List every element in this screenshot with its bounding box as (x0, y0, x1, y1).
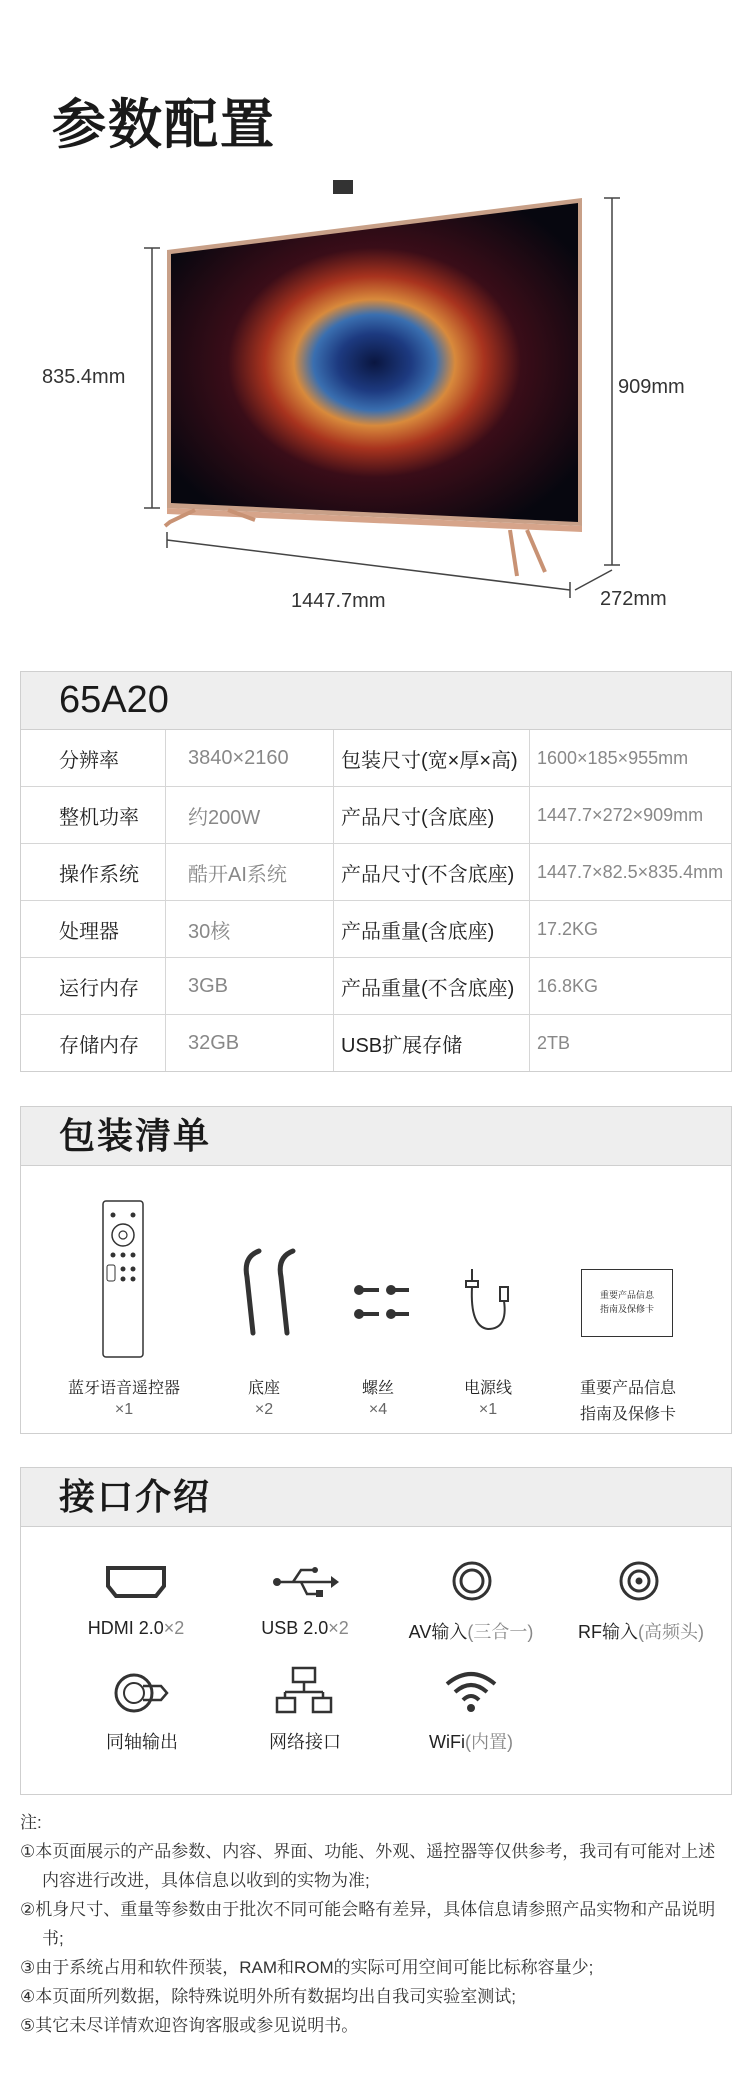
spec-key: USB扩展存储 (334, 1015, 530, 1071)
card-text: 重要产品信息 (599, 1290, 654, 1300)
list-item (59, 1375, 189, 1419)
rf-input-icon (618, 1560, 660, 1602)
list-item (338, 1375, 418, 1419)
port-item-network (235, 1728, 375, 1754)
port-label: 网络接口 (269, 1732, 341, 1752)
port-label: WiFi (429, 1732, 465, 1752)
ports-title: 接口介绍 (21, 1468, 731, 1527)
table-row (21, 901, 731, 958)
spec-value: 17.2KG (537, 918, 599, 939)
packing-list-title: 包装清单 (21, 1107, 731, 1166)
card-text: 指南及保修卡 (599, 1304, 654, 1314)
spec-key: 操作系统 (21, 844, 166, 900)
item-name: 指南及保修卡 (579, 1406, 676, 1423)
height-with-stand-label: 909mm (618, 376, 685, 398)
spec-key: 产品尺寸(不含底座) (334, 844, 530, 900)
port-qty: ×2 (328, 1618, 349, 1638)
width-label: 1447.7mm (291, 590, 386, 612)
table-row (21, 730, 731, 787)
item-name: 电源线 (463, 1380, 512, 1397)
item-name: 重要产品信息 (579, 1380, 676, 1397)
warranty-card-icon (581, 1269, 673, 1337)
table-row (21, 1015, 731, 1071)
screw-icon (351, 1282, 411, 1324)
tv-illustration (0, 180, 750, 620)
port-label: AV输入 (408, 1622, 468, 1642)
spec-key: 运行内存 (21, 958, 166, 1014)
tv-dimension-figure (0, 180, 750, 620)
spec-value: 约200W (166, 787, 334, 843)
item-qty: ×1 (478, 1401, 498, 1418)
spec-key: 包装尺寸(宽×厚×高) (334, 730, 530, 786)
spec-key: 处理器 (21, 901, 166, 957)
port-item-hdmi (66, 1618, 206, 1639)
note-item: ④本页面所列数据，除特殊说明外所有数据均出自我司实验室测试; (20, 1987, 516, 2006)
list-item (569, 1375, 687, 1424)
remote-icon (101, 1199, 145, 1359)
item-qty: ×1 (114, 1401, 134, 1418)
spec-key: 分辨率 (21, 730, 166, 786)
power-cable-icon (464, 1267, 520, 1337)
item-qty: ×4 (368, 1401, 388, 1418)
note-item: ③由于系统占用和软件预装，RAM和ROM的实际可用空间可能比标称容量少; (20, 1958, 594, 1977)
list-item (448, 1375, 528, 1419)
spec-value: 32GB (166, 1015, 334, 1071)
port-item-coaxial (72, 1728, 212, 1754)
page-title: 参数配置 (52, 95, 276, 155)
spec-key: 产品重量(不含底座) (334, 958, 530, 1014)
port-item-rf (566, 1618, 716, 1644)
spec-key: 整机功率 (21, 787, 166, 843)
tv-screen (171, 203, 578, 522)
port-item-av (401, 1618, 541, 1644)
stand-icon (239, 1247, 309, 1339)
spec-value: 30核 (166, 901, 334, 957)
spec-value: 16.8KG (537, 975, 599, 996)
spec-value: 1447.7×82.5×835.4mm (537, 861, 724, 882)
notes-section (20, 1808, 732, 2040)
wifi-icon (443, 1668, 499, 1714)
port-label: 同轴输出 (106, 1732, 178, 1752)
port-item-usb (235, 1618, 375, 1639)
port-qty: (内置) (464, 1732, 513, 1752)
model-name: 65A20 (21, 672, 731, 730)
port-qty: (高频头) (638, 1622, 704, 1642)
spec-key: 产品尺寸(含底座) (334, 787, 530, 843)
table-row (21, 787, 731, 844)
item-qty: ×2 (254, 1401, 274, 1418)
port-label: USB 2.0 (261, 1618, 329, 1638)
camera (333, 180, 353, 194)
spec-value: 酷开AI系统 (166, 844, 334, 900)
note-item: ⑤其它未尽详情欢迎咨询客服或参见说明书。 (20, 2016, 359, 2035)
network-port-icon (275, 1666, 333, 1716)
coaxial-output-icon (113, 1672, 171, 1714)
table-row (21, 958, 731, 1015)
packing-list (20, 1106, 732, 1434)
item-name: 底座 (247, 1380, 280, 1397)
note-item: ②机身尺寸、重量等参数由于批次不同可能会略有差异，具体信息请参照产品实物和产品说明书; (20, 1900, 716, 1948)
port-item-wifi (401, 1728, 541, 1754)
ports-section (20, 1467, 732, 1795)
av-input-icon (451, 1560, 493, 1602)
depth-label: 272mm (600, 588, 667, 610)
spec-value: 1600×185×955mm (537, 747, 689, 768)
item-name: 螺丝 (361, 1380, 394, 1397)
height-without-stand-label: 835.4mm (42, 366, 126, 388)
port-label: RF输入 (578, 1622, 638, 1642)
port-label: HDMI 2.0 (87, 1618, 164, 1638)
item-name: 蓝牙语音遥控器 (67, 1380, 180, 1397)
spec-value: 2TB (537, 1032, 571, 1053)
table-row (21, 844, 731, 901)
note-item: ①本页面展示的产品参数、内容、界面、功能、外观、遥控器等仅供参考，我司有可能对上述内容进行改进，具体信息以收到的实物为准; (20, 1842, 716, 1890)
spec-value: 3840×2160 (166, 730, 334, 786)
usb-icon (271, 1564, 339, 1600)
stand-right (510, 530, 517, 576)
spec-value: 3GB (166, 958, 334, 1014)
notes-label: 注: (20, 1813, 42, 1832)
spec-key: 存储内存 (21, 1015, 166, 1071)
port-qty: ×2 (163, 1618, 185, 1638)
spec-key: 产品重量(含底座) (334, 901, 530, 957)
port-qty: (三合一) (467, 1622, 534, 1642)
spec-table (20, 671, 732, 1072)
hdmi-icon (106, 1564, 166, 1600)
list-item (224, 1375, 304, 1419)
spec-value: 1447.7×272×909mm (537, 804, 704, 825)
